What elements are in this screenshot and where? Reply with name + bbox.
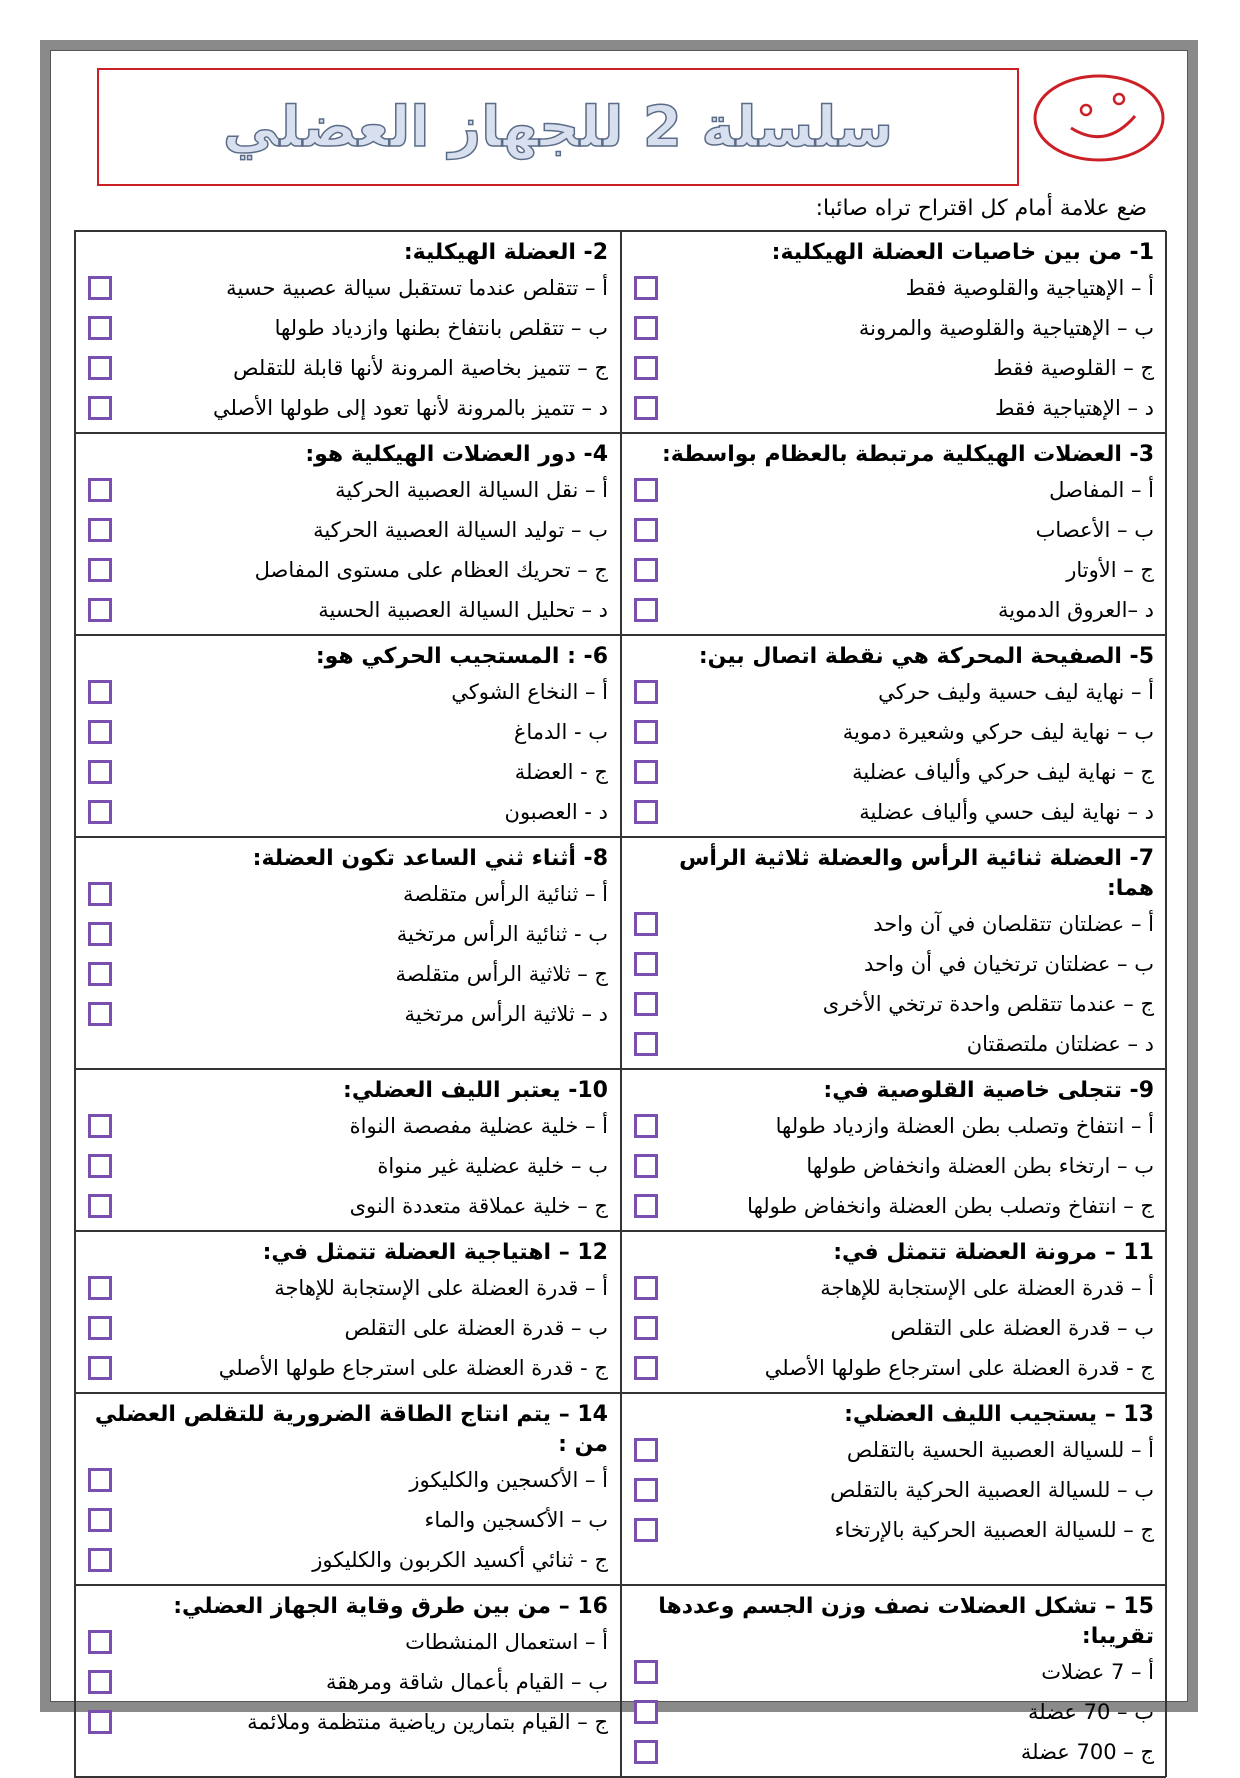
answer-option-text: أ – النخاع الشوكي	[451, 680, 608, 704]
answer-option-text: أ – ثنائية الرأس متقلصة	[403, 882, 608, 906]
question-title: 5- الصفيحة المحركة هي نقطة اتصال بين:	[698, 644, 1154, 669]
answer-option	[634, 752, 1154, 792]
answer-option-text: ب – قدرة العضلة على التقلص	[344, 1316, 608, 1340]
answer-checkbox[interactable]	[634, 518, 658, 542]
answer-option-text: د – الإهتياجية فقط	[994, 396, 1154, 420]
question-title: 13 – يستجيب الليف العضلي:	[844, 1402, 1154, 1427]
answer-option	[634, 904, 1154, 944]
answer-checkbox[interactable]	[88, 276, 112, 300]
title-box	[97, 68, 1019, 186]
answer-option-text: أ – للسيالة العصبية الحسية بالتقلص	[846, 1438, 1154, 1462]
answer-option-text: د – عضلتان ملتصقتان	[966, 1032, 1154, 1056]
answer-checkbox[interactable]	[634, 912, 658, 936]
answer-option-text: ب – عضلتان ترتخيان في أن واحد	[864, 952, 1154, 976]
answer-option-text: د - العصبون	[504, 800, 608, 824]
answer-option	[634, 1146, 1154, 1186]
answer-option	[88, 914, 608, 954]
answer-option-text: أ – الإهتياجية والقلوصية فقط	[905, 276, 1154, 300]
answer-option-text: ج – نهاية ليف حركي وألياف عضلية	[852, 760, 1154, 784]
answer-checkbox[interactable]	[634, 276, 658, 300]
answer-checkbox[interactable]	[634, 1438, 658, 1462]
answer-option-text: أ – خلية عضلية مفصصة النواة	[349, 1114, 608, 1138]
question-title: 14 – يتم انتاج الطاقة الضرورية للتقلص العضلي من :	[94, 1402, 608, 1457]
question-cell	[75, 635, 621, 837]
question-title: 2- العضلة الهيكلية:	[403, 240, 608, 265]
question-cell	[75, 1231, 621, 1393]
answer-option-text: ب – نهاية ليف حركي وشعيرة دموية	[842, 720, 1154, 744]
answer-option	[634, 672, 1154, 712]
answer-checkbox[interactable]	[634, 478, 658, 502]
answer-checkbox[interactable]	[88, 962, 112, 986]
answer-checkbox[interactable]	[634, 1154, 658, 1178]
answer-option-text: ب – للسيالة العصبية الحركية بالتقلص	[830, 1478, 1154, 1502]
answer-checkbox[interactable]	[88, 356, 112, 380]
question-title: 6- : المستجيب الحركي هو:	[315, 644, 608, 669]
question-cell	[75, 1393, 621, 1585]
answer-checkbox[interactable]	[88, 1630, 112, 1654]
answer-option-text: د – نهاية ليف حسي وألياف عضلية	[859, 800, 1154, 824]
answer-checkbox[interactable]	[634, 720, 658, 744]
answer-option	[634, 308, 1154, 348]
answer-option	[634, 1430, 1154, 1470]
answer-checkbox[interactable]	[634, 1478, 658, 1502]
answer-option-text: ج – 700 عضلة	[1020, 1740, 1154, 1764]
answer-option	[88, 1308, 608, 1348]
answer-option	[634, 1186, 1154, 1226]
answer-option	[634, 1106, 1154, 1146]
answer-option	[634, 268, 1154, 308]
answer-option	[634, 984, 1154, 1024]
answer-option	[88, 1702, 608, 1742]
answer-option	[88, 874, 608, 914]
answer-checkbox[interactable]	[88, 316, 112, 340]
answer-checkbox[interactable]	[634, 558, 658, 582]
answer-option-text: أ – 7 عضلات	[1041, 1660, 1154, 1684]
answer-checkbox[interactable]	[88, 598, 112, 622]
question-cell	[621, 635, 1167, 837]
answer-checkbox[interactable]	[634, 952, 658, 976]
answer-option-text: د –العروق الدموية	[997, 598, 1154, 622]
answer-option-text: ج – للسيالة العصبية الحركية بالإرتخاء	[834, 1518, 1154, 1542]
answer-checkbox[interactable]	[634, 760, 658, 784]
answer-option-text: ب – توليد السيالة العصبية الحركية	[313, 518, 608, 542]
answer-checkbox[interactable]	[88, 518, 112, 542]
answer-option	[634, 550, 1154, 590]
answer-option-text: ج - ثنائي أكسيد الكربون والكليكوز	[312, 1548, 608, 1572]
answer-option	[634, 1268, 1154, 1308]
answer-checkbox[interactable]	[634, 1194, 658, 1218]
question-title: 15 – تشكل العضلات نصف وزن الجسم وعددها تقريبا:	[658, 1594, 1154, 1649]
question-cell	[75, 1069, 621, 1231]
answer-option	[88, 712, 608, 752]
answer-option	[88, 1540, 608, 1580]
answer-checkbox[interactable]	[88, 1670, 112, 1694]
answer-option-text: ج – تحريك العظام على مستوى المفاصل	[254, 558, 608, 582]
question-cell	[621, 231, 1167, 433]
answer-option	[88, 1268, 608, 1308]
answer-checkbox[interactable]	[88, 1548, 112, 1572]
question-cell	[621, 1231, 1167, 1393]
answer-option-text: ب – الأكسجين والماء	[424, 1508, 608, 1532]
answer-option-text: ب - الدماغ	[513, 720, 608, 744]
question-cell	[75, 231, 621, 433]
question-title: 7- العضلة ثنائية الرأس والعضلة ثلاثية الرأس هما:	[679, 846, 1154, 901]
question-title: 9- تتجلى خاصية القلوصية في:	[823, 1078, 1154, 1103]
answer-checkbox[interactable]	[634, 1114, 658, 1138]
answer-option-text: أ – عضلتان تتقلصان في آن واحد	[873, 912, 1154, 936]
question-title: 1- من بين خاصيات العضلة الهيكلية:	[771, 240, 1154, 265]
instruction-text: ضع علامة أمام كل اقتراح تراه صائبا:	[815, 196, 1147, 221]
question-cell	[621, 837, 1167, 1069]
answer-option	[634, 1652, 1154, 1692]
answer-checkbox[interactable]	[88, 1710, 112, 1734]
answer-checkbox[interactable]	[88, 800, 112, 824]
answer-checkbox[interactable]	[88, 680, 112, 704]
answer-option-text: ب – الأعصاب	[1035, 518, 1154, 542]
answer-checkbox[interactable]	[634, 356, 658, 380]
answer-option	[88, 470, 608, 510]
question-grid	[74, 230, 1166, 1778]
answer-option-text: أ – الأكسجين والكليكوز	[409, 1468, 608, 1492]
answer-option-text: د – تتميز بالمرونة لأنها تعود إلى طولها الأصلي	[212, 396, 608, 420]
answer-option-text: ج – تتميز بخاصية المرونة لأنها قابلة للتقلص	[233, 356, 608, 380]
answer-checkbox[interactable]	[634, 992, 658, 1016]
answer-option	[88, 954, 608, 994]
answer-checkbox[interactable]	[88, 1002, 112, 1026]
answer-checkbox[interactable]	[88, 1194, 112, 1218]
answer-checkbox[interactable]	[634, 1740, 658, 1764]
answer-checkbox[interactable]	[634, 598, 658, 622]
answer-option-text: ج – الأوتار	[1066, 558, 1154, 582]
answer-option-text: ج – القلوصية فقط	[993, 356, 1154, 380]
answer-option	[634, 510, 1154, 550]
answer-option-text: ب – خلية عضلية غير منواة	[377, 1154, 608, 1178]
answer-option	[88, 1460, 608, 1500]
answer-option-text: ب – ارتخاء بطن العضلة وانخفاض طولها	[806, 1154, 1154, 1178]
answer-checkbox[interactable]	[634, 1032, 658, 1056]
answer-checkbox[interactable]	[634, 1700, 658, 1724]
answer-option	[634, 944, 1154, 984]
answer-option	[88, 1622, 608, 1662]
answer-option	[88, 348, 608, 388]
answer-checkbox[interactable]	[88, 478, 112, 502]
question-cell	[75, 1585, 621, 1777]
answer-option-text: ب – 70 عضلة	[1028, 1700, 1154, 1724]
answer-option-text: أ – نقل السيالة العصبية الحركية	[335, 478, 608, 502]
question-title: 16 – من بين طرق وقاية الجهاز العضلي:	[173, 1594, 608, 1619]
question-cell	[621, 1069, 1167, 1231]
answer-option-text: أ – قدرة العضلة على الإستجابة للإهاجة	[274, 1276, 608, 1300]
answer-option	[88, 268, 608, 308]
answer-option-text: أ – انتفاخ وتصلب بطن العضلة وازدياد طولها	[775, 1114, 1154, 1138]
answer-option-text: أ – استعمال المنشطات	[405, 1630, 608, 1654]
answer-option	[88, 550, 608, 590]
answer-option-text: أ – تتقلص عندما تستقبل سيالة عصبية حسية	[226, 276, 608, 300]
answer-checkbox[interactable]	[88, 1154, 112, 1178]
answer-checkbox[interactable]	[88, 1468, 112, 1492]
answer-option	[634, 1470, 1154, 1510]
answer-option	[88, 1348, 608, 1388]
answer-option	[88, 1106, 608, 1146]
question-cell	[75, 433, 621, 635]
answer-option	[88, 1186, 608, 1226]
answer-option-text: أ – نهاية ليف حسية وليف حركي	[878, 680, 1154, 704]
answer-checkbox[interactable]	[634, 1276, 658, 1300]
answer-option-text: ج – انتفاخ وتصلب بطن العضلة وانخفاض طولها	[747, 1194, 1154, 1218]
answer-option	[634, 1732, 1154, 1772]
answer-option-text: ج - العضلة	[514, 760, 608, 784]
answer-option	[634, 712, 1154, 752]
answer-option-text: ج - قدرة العضلة على استرجاع طولها الأصلي	[764, 1356, 1154, 1380]
answer-option	[88, 1662, 608, 1702]
answer-option	[634, 1308, 1154, 1348]
question-title: 11 – مرونة العضلة تتمثل في:	[833, 1240, 1154, 1265]
answer-checkbox[interactable]	[88, 1114, 112, 1138]
question-title: 3- العضلات الهيكلية مرتبطة بالعظام بواسطة:	[662, 442, 1154, 467]
answer-option-text: ج - قدرة العضلة على استرجاع طولها الأصلي	[218, 1356, 608, 1380]
answer-option-text: ب – القيام بأعمال شاقة ومرهقة	[325, 1670, 608, 1694]
answer-checkbox[interactable]	[634, 1316, 658, 1340]
answer-option	[88, 1146, 608, 1186]
answer-option	[634, 470, 1154, 510]
answer-option	[88, 994, 608, 1034]
answer-option-text: ج – القيام بتمارين رياضية منتظمة وملائمة	[247, 1710, 608, 1734]
answer-option	[88, 590, 608, 630]
answer-option	[88, 308, 608, 348]
answer-checkbox[interactable]	[88, 922, 112, 946]
answer-checkbox[interactable]	[634, 316, 658, 340]
answer-checkbox[interactable]	[88, 882, 112, 906]
answer-checkbox[interactable]	[634, 1518, 658, 1542]
answer-checkbox[interactable]	[88, 1276, 112, 1300]
answer-checkbox[interactable]	[634, 1660, 658, 1684]
answer-option-text: ب – قدرة العضلة على التقلص	[890, 1316, 1154, 1340]
answer-option	[88, 752, 608, 792]
answer-checkbox[interactable]	[88, 760, 112, 784]
answer-option	[88, 1500, 608, 1540]
answer-checkbox[interactable]	[88, 1356, 112, 1380]
answer-checkbox[interactable]	[88, 720, 112, 744]
answer-checkbox[interactable]	[88, 396, 112, 420]
question-title: 12 – اهتياجية العضلة تتمثل في:	[262, 1240, 608, 1265]
answer-checkbox[interactable]	[634, 1356, 658, 1380]
question-cell	[621, 1393, 1167, 1585]
question-cell	[621, 433, 1167, 635]
question-title: 8- أثناء ثني الساعد تكون العضلة:	[252, 846, 608, 871]
page-title: سلسلة 2 للجهاز العضلي	[222, 94, 894, 160]
answer-option	[88, 672, 608, 712]
question-title: 10- يعتبر الليف العضلي:	[343, 1078, 608, 1103]
question-cell	[621, 1585, 1167, 1777]
answer-option	[634, 388, 1154, 428]
answer-option	[634, 1692, 1154, 1732]
question-cell	[75, 837, 621, 1069]
answer-checkbox[interactable]	[88, 1316, 112, 1340]
answer-option-text: ب – تتقلص بانتفاخ بطنها وازدياد طولها	[274, 316, 608, 340]
answer-checkbox[interactable]	[634, 396, 658, 420]
answer-option-text: ج – ثلاثية الرأس متقلصة	[395, 962, 608, 986]
smiley-icon	[1031, 72, 1167, 164]
answer-checkbox[interactable]	[88, 1508, 112, 1532]
question-title: 4- دور العضلات الهيكلية هو:	[305, 442, 608, 467]
answer-option-text: أ – المفاصل	[1049, 478, 1154, 502]
answer-option	[634, 792, 1154, 832]
answer-option-text: ب - ثنائية الرأس مرتخية	[396, 922, 608, 946]
answer-option-text: ج – خلية عملاقة متعددة النوى	[349, 1194, 608, 1218]
answer-option	[634, 348, 1154, 388]
answer-option	[88, 510, 608, 550]
answer-checkbox[interactable]	[88, 558, 112, 582]
answer-option	[634, 590, 1154, 630]
answer-option	[88, 388, 608, 428]
answer-checkbox[interactable]	[634, 680, 658, 704]
answer-option	[634, 1510, 1154, 1550]
answer-option-text: أ – قدرة العضلة على الإستجابة للإهاجة	[820, 1276, 1154, 1300]
answer-option-text: د – ثلاثية الرأس مرتخية	[404, 1002, 608, 1026]
answer-option	[634, 1024, 1154, 1064]
answer-option	[634, 1348, 1154, 1388]
answer-checkbox[interactable]	[634, 800, 658, 824]
answer-option-text: ج – عندما تتقلص واحدة ترتخي الأخرى	[822, 992, 1154, 1016]
answer-option-text: ب – الإهتياجية والقلوصية والمرونة	[858, 316, 1154, 340]
answer-option-text: د – تحليل السيالة العصبية الحسية	[318, 598, 608, 622]
answer-option	[88, 792, 608, 832]
